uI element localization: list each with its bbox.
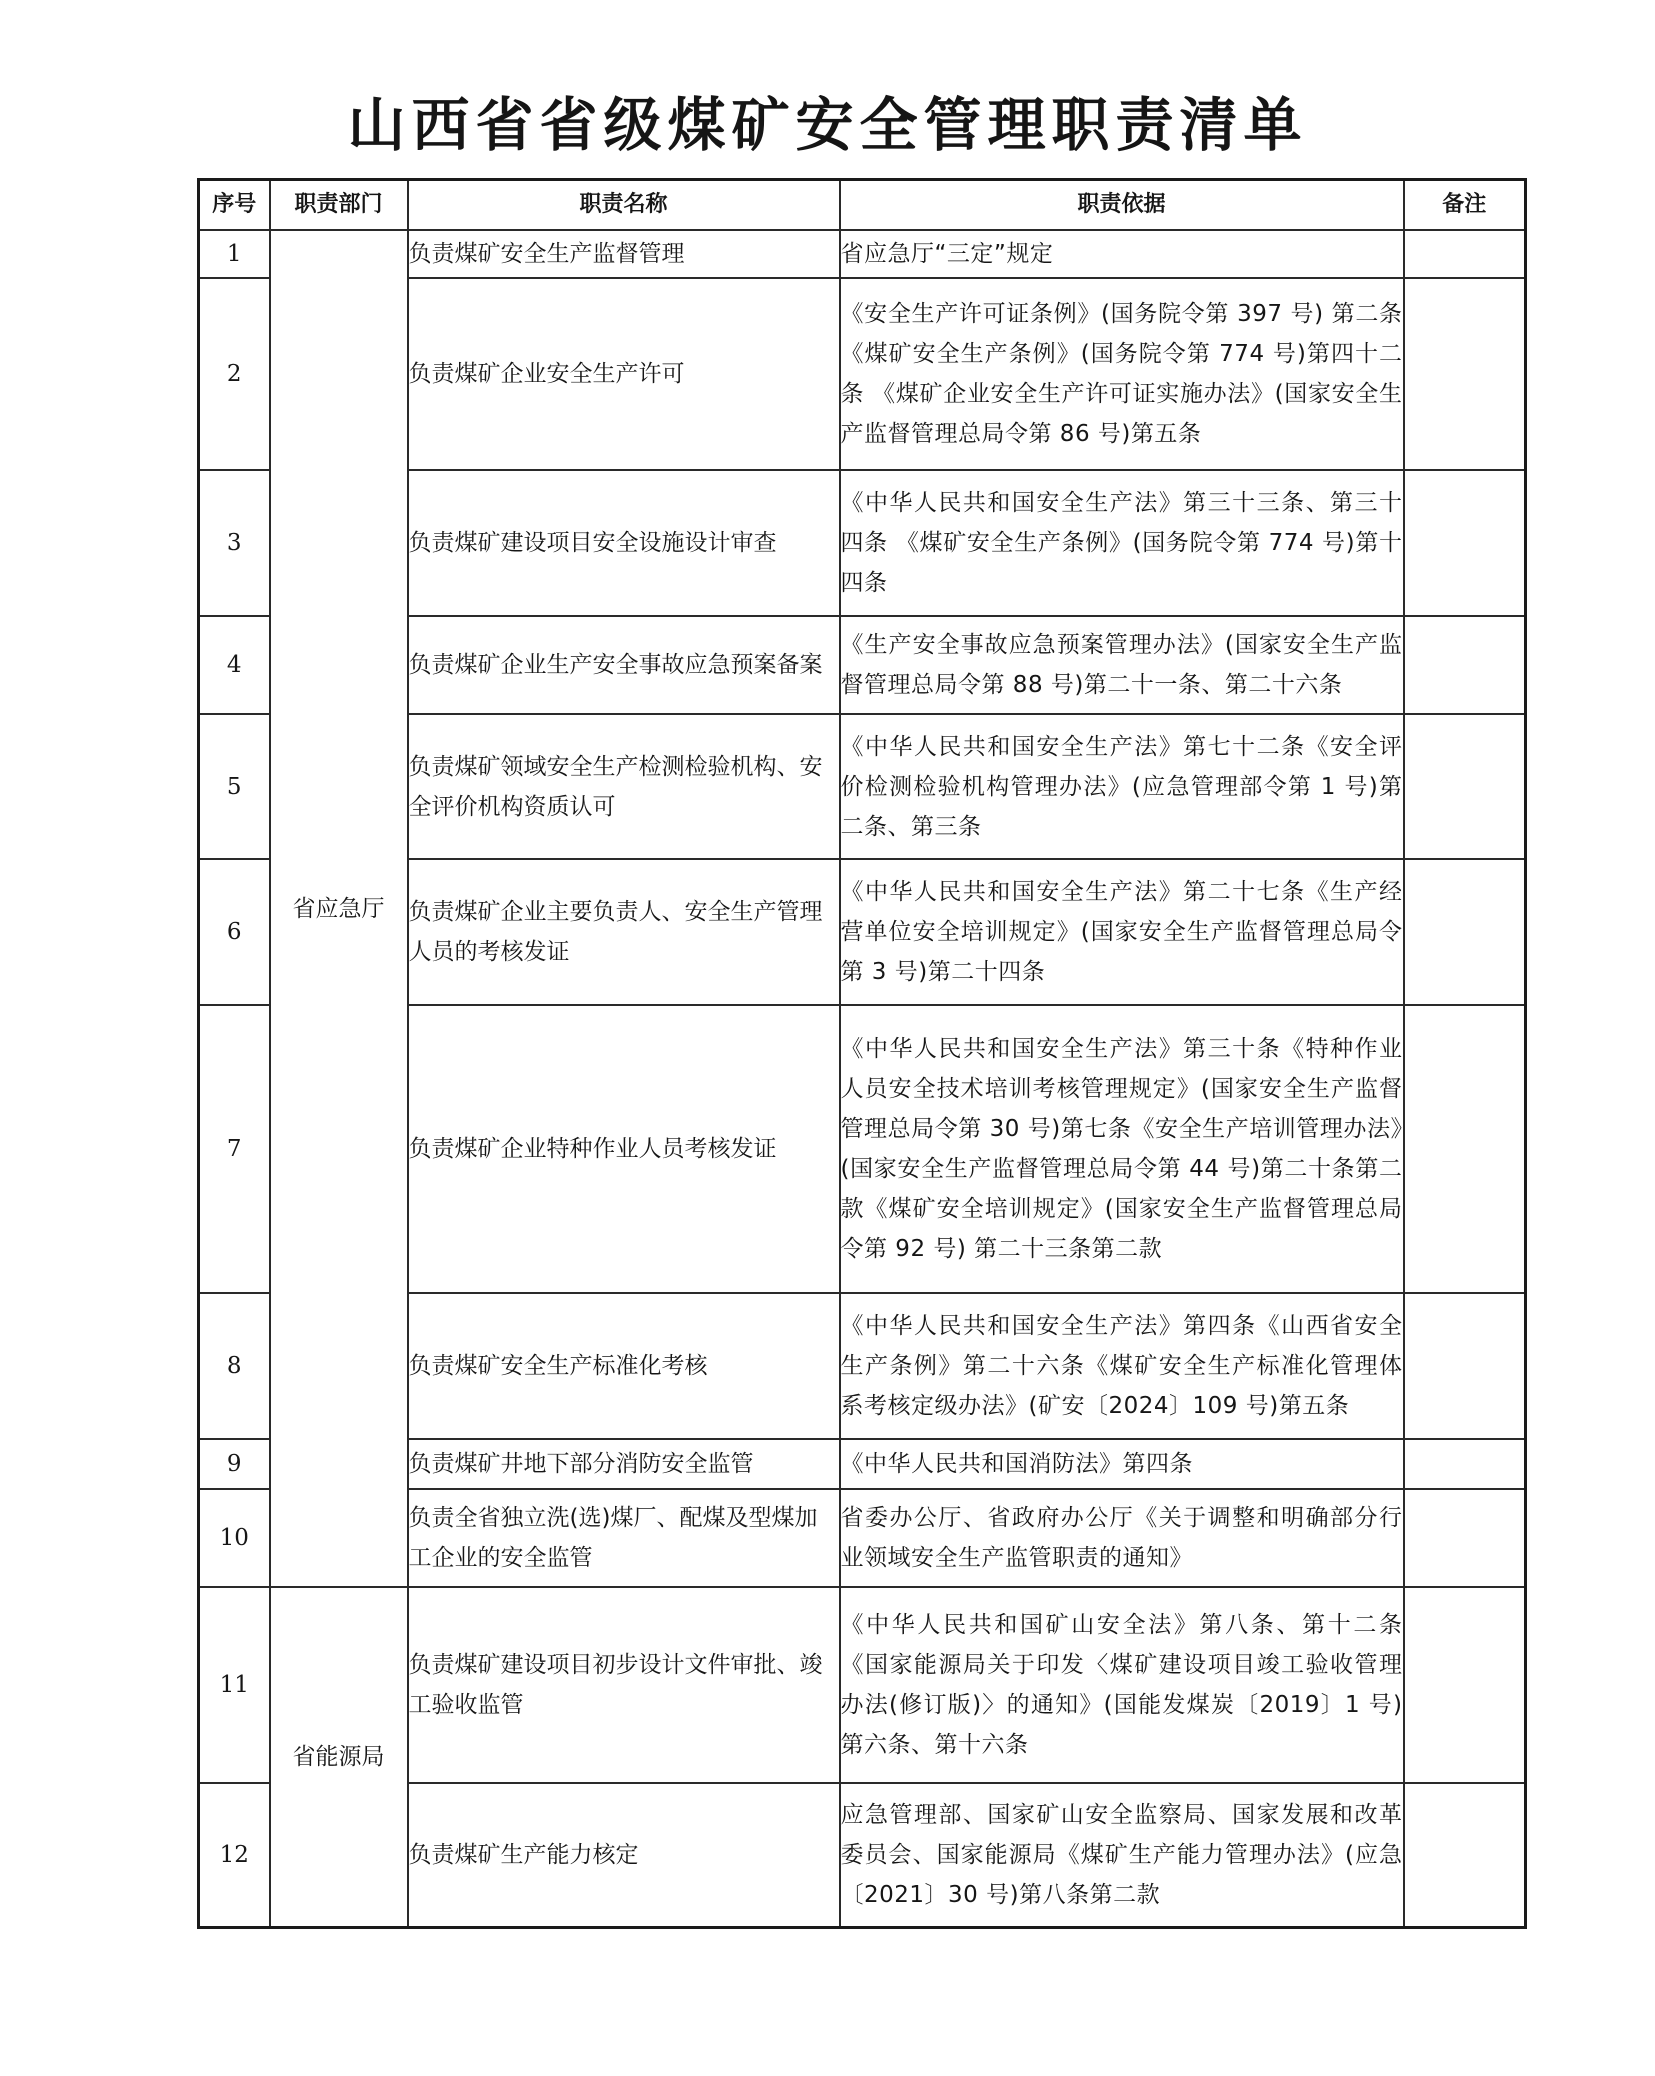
duty-name: 负责煤矿安全生产标准化考核	[408, 1293, 840, 1439]
header-index: 序号	[199, 180, 270, 231]
duty-note	[1404, 616, 1526, 714]
page-title: 山西省省级煤矿安全管理职责清单	[347, 91, 1308, 159]
duty-name: 负责煤矿生产能力核定	[408, 1783, 840, 1927]
header-department: 职责部门	[270, 180, 408, 231]
duty-note	[1404, 859, 1526, 1005]
row-index: 12	[199, 1783, 270, 1927]
table-row	[199, 230, 1526, 278]
row-index: 2	[199, 278, 270, 470]
duty-basis: 《生产安全事故应急预案管理办法》(国家安全生产监督管理总局令第 88 号)第二十一条、第二十六条	[840, 616, 1404, 714]
duty-note	[1404, 278, 1526, 470]
row-index: 7	[199, 1005, 270, 1293]
duty-note	[1404, 1293, 1526, 1439]
duty-note	[1404, 714, 1526, 859]
duty-note	[1404, 230, 1526, 278]
row-index: 9	[199, 1439, 270, 1489]
duty-table	[197, 178, 1527, 1929]
duty-note	[1404, 1587, 1526, 1783]
department-cell: 省能源局	[270, 1587, 408, 1927]
table-header-row	[199, 180, 1526, 231]
duty-basis: 《中华人民共和国矿山安全法》第八条、第十二条《国家能源局关于印发〈煤矿建设项目竣工验收管理办法(修订版)〉的通知》(国能发煤炭〔2019〕1 号)第六条、第十六条	[840, 1587, 1404, 1783]
header-name: 职责名称	[408, 180, 840, 231]
duty-name: 负责煤矿领域安全生产检测检验机构、安全评价机构资质认可	[408, 714, 840, 859]
duty-name: 负责煤矿建设项目初步设计文件审批、竣工验收监管	[408, 1587, 840, 1783]
duty-basis: 《中华人民共和国消防法》第四条	[840, 1439, 1404, 1489]
header-note: 备注	[1404, 180, 1526, 231]
duty-name: 负责全省独立洗(选)煤厂、配煤及型煤加工企业的安全监管	[408, 1489, 840, 1587]
row-index: 5	[199, 714, 270, 859]
duty-basis: 《中华人民共和国安全生产法》第三十条《特种作业人员安全技术培训考核管理规定》(国家安全生产监督管理总局令第 30 号)第七条《安全生产培训管理办法》(国家安全生产监督管理总局令第 44 号)第二十条第二款《煤矿安全培训规定》(国家安全生产监督管理总局令第 92 号) 第二十三条第二款	[840, 1005, 1404, 1293]
department-cell: 省应急厅	[270, 230, 408, 1587]
row-index: 6	[199, 859, 270, 1005]
duty-name: 负责煤矿安全生产监督管理	[408, 230, 840, 278]
row-index: 1	[199, 230, 270, 278]
duty-name: 负责煤矿建设项目安全设施设计审查	[408, 470, 840, 616]
row-index: 10	[199, 1489, 270, 1587]
duty-basis: 《中华人民共和国安全生产法》第七十二条《安全评价检测检验机构管理办法》(应急管理部令第 1 号)第二条、第三条	[840, 714, 1404, 859]
duty-note	[1404, 1783, 1526, 1927]
duty-name: 负责煤矿企业生产安全事故应急预案备案	[408, 616, 840, 714]
duty-name: 负责煤矿企业特种作业人员考核发证	[408, 1005, 840, 1293]
row-index: 8	[199, 1293, 270, 1439]
header-basis: 职责依据	[840, 180, 1404, 231]
duty-basis: 省应急厅“三定”规定	[840, 230, 1404, 278]
duty-basis: 省委办公厅、省政府办公厅《关于调整和明确部分行业领域安全生产监管职责的通知》	[840, 1489, 1404, 1587]
duty-note	[1404, 1489, 1526, 1587]
duty-basis: 应急管理部、国家矿山安全监察局、国家发展和改革委员会、国家能源局《煤矿生产能力管理办法》(应急〔2021〕30 号)第八条第二款	[840, 1783, 1404, 1927]
row-index: 3	[199, 470, 270, 616]
duty-basis: 《安全生产许可证条例》(国务院令第 397 号) 第二条《煤矿安全生产条例》(国务院令第 774 号)第四十二条 《煤矿企业安全生产许可证实施办法》(国家安全生产监督管理总局令第 86 号)第五条	[840, 278, 1404, 470]
duty-name: 负责煤矿井地下部分消防安全监管	[408, 1439, 840, 1489]
duty-name: 负责煤矿企业安全生产许可	[408, 278, 840, 470]
table-row	[199, 1587, 1526, 1783]
duty-basis: 《中华人民共和国安全生产法》第三十三条、第三十四条 《煤矿安全生产条例》(国务院令第 774 号)第十四条	[840, 470, 1404, 616]
duty-note	[1404, 470, 1526, 616]
row-index: 4	[199, 616, 270, 714]
duty-name: 负责煤矿企业主要负责人、安全生产管理人员的考核发证	[408, 859, 840, 1005]
duty-basis: 《中华人民共和国安全生产法》第二十七条《生产经营单位安全培训规定》(国家安全生产监督管理总局令第 3 号)第二十四条	[840, 859, 1404, 1005]
duty-note	[1404, 1439, 1526, 1489]
duty-basis: 《中华人民共和国安全生产法》第四条《山西省安全生产条例》第二十六条《煤矿安全生产标准化管理体系考核定级办法》(矿安〔2024〕109 号)第五条	[840, 1293, 1404, 1439]
row-index: 11	[199, 1587, 270, 1783]
duty-note	[1404, 1005, 1526, 1293]
